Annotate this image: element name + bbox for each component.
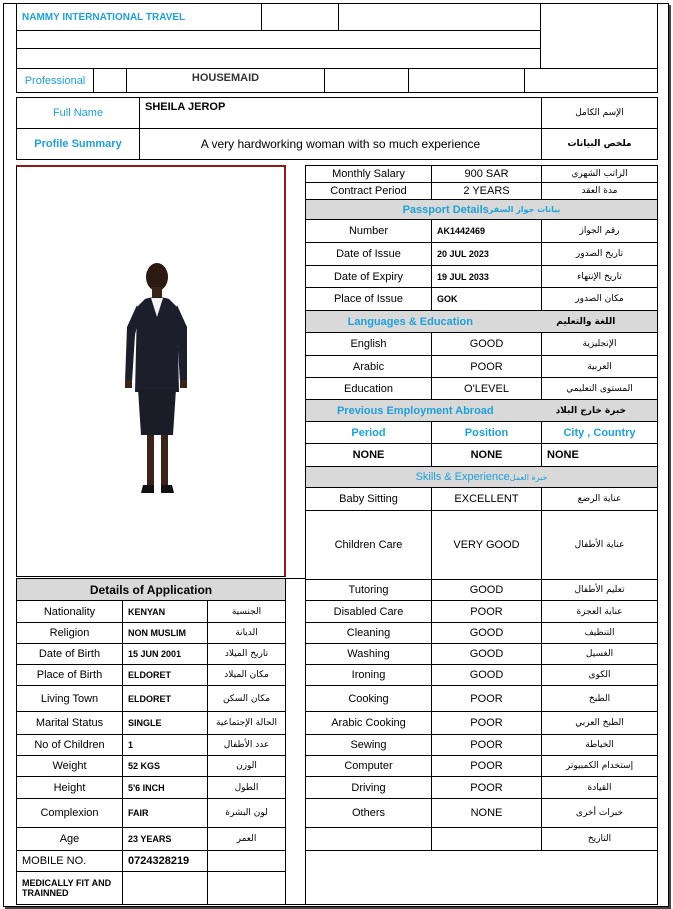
application-row-value: SINGLE [122, 711, 208, 735]
languages-section-header [305, 310, 658, 333]
skill-row-arabic: الغسيل [541, 643, 658, 665]
application-row-label: Age [16, 827, 123, 851]
skill-row-label: Tutoring [305, 579, 432, 601]
full-name-value: SHEILA JEROP [139, 97, 542, 129]
mobile-blank [207, 850, 286, 872]
languages-title-arabic: اللغة والتعليم [556, 316, 616, 327]
language-row-arabic: المستوى التعليمي [541, 377, 658, 400]
skill-row-arabic: الخياطة [541, 734, 658, 756]
employment-header-city-country: City , Country [541, 421, 658, 444]
skills-extra-arabic: التاريخ [541, 827, 658, 851]
mobile-value: 0724328219 [122, 850, 208, 872]
header-blank-cell [408, 68, 525, 93]
passport-row-arabic: تاريخ الصدور [541, 242, 658, 266]
mobile-label: MOBILE NO. [16, 850, 123, 872]
contract-period-label: Contract Period [305, 182, 432, 200]
skill-row-label: Children Care [305, 510, 432, 580]
application-row-label: Weight [16, 755, 123, 777]
skill-row-arabic: تعليم الأطفال [541, 579, 658, 601]
skill-row-arabic: عناية الأطفال [541, 510, 658, 580]
skill-row-label: Arabic Cooking [305, 711, 432, 735]
application-row-value: KENYAN [122, 600, 208, 623]
monthly-salary-label: Monthly Salary [305, 165, 432, 183]
profile-summary-value: A very hardworking woman with so much experience [139, 128, 542, 160]
languages-title: Languages & Education [347, 315, 473, 328]
skill-row-value: POOR [431, 600, 542, 623]
skills-section-header [305, 466, 658, 488]
language-row-value: GOOD [431, 332, 542, 356]
monthly-salary-value: 900 SAR [431, 165, 542, 183]
application-row-arabic: الديانة [207, 622, 286, 644]
skill-row-arabic: خبرات أخرى [541, 798, 658, 828]
passport-row-value: AK1442469 [431, 219, 542, 243]
employment-title-arabic: خبرة خارج البلاد [555, 405, 627, 416]
application-row-arabic: الجنسية [207, 600, 286, 623]
profile-summary-label: Profile Summary [16, 128, 140, 160]
employment-value-position: NONE [431, 443, 542, 467]
passport-row-value: 19 JUL 2033 [431, 265, 542, 288]
skill-row-label: Sewing [305, 734, 432, 756]
language-row-value: O'LEVEL [431, 377, 542, 400]
application-row-label: Marital Status [16, 711, 123, 735]
employment-title: Previous Employment Abroad [336, 404, 494, 417]
application-row-arabic: الطول [207, 776, 286, 799]
header-blank-cell [524, 68, 658, 93]
medical-blank [122, 871, 208, 905]
application-row-value: 15 JUN 2001 [122, 643, 208, 665]
skill-row-arabic: عناية العجزة [541, 600, 658, 623]
language-row-arabic: العربية [541, 355, 658, 378]
gap-column [285, 578, 306, 905]
skill-row-value: GOOD [431, 579, 542, 601]
passport-row-label: Date of Issue [305, 242, 432, 266]
skill-row-value: EXCELLENT [431, 487, 542, 511]
application-row-value: ELDORET [122, 685, 208, 712]
skill-row-value: VERY GOOD [431, 510, 542, 580]
application-row-label: Complexion [16, 798, 123, 828]
language-row-label: Arabic [305, 355, 432, 378]
skill-row-value: POOR [431, 711, 542, 735]
skill-row-label: Cooking [305, 685, 432, 712]
application-row-arabic: مكان السكن [207, 685, 286, 712]
skill-row-label: Others [305, 798, 432, 828]
passport-section-header [305, 199, 658, 220]
contract-period-value: 2 YEARS [431, 182, 542, 200]
application-row-arabic: مكان الميلاد [207, 664, 286, 686]
skill-row-label: Baby Sitting [305, 487, 432, 511]
skill-row-label: Disabled Care [305, 600, 432, 623]
skill-row-label: Driving [305, 776, 432, 799]
application-row-value: 52 KGS [122, 755, 208, 777]
header-blank-cell [261, 3, 339, 31]
employment-section-header [305, 399, 658, 422]
application-row-arabic: تاريخ الميلاد [207, 643, 286, 665]
application-row-value: FAIR [122, 798, 208, 828]
passport-row-label: Place of Issue [305, 287, 432, 311]
person-photo [17, 167, 283, 575]
passport-row-arabic: تاريخ الإنتهاء [541, 265, 658, 288]
passport-row-value: 20 JUL 2023 [431, 242, 542, 266]
skill-row-value: GOOD [431, 622, 542, 644]
skill-row-label: Cleaning [305, 622, 432, 644]
medical-label: MEDICALLY FIT AND TRAINNED [16, 871, 123, 905]
passport-row-label: Number [305, 219, 432, 243]
skill-row-arabic: الكوى [541, 664, 658, 686]
agency-name: NAMMY INTERNATIONAL TRAVEL [16, 3, 262, 31]
language-row-arabic: الإنجليزية [541, 332, 658, 356]
application-row-arabic: عدد الأطفال [207, 734, 286, 756]
position-title: HOUSEMAID [126, 68, 325, 93]
skills-extra-blank [431, 827, 542, 851]
application-section-header: Details of Application [16, 578, 286, 601]
passport-title-arabic: بيانات جواز السفر [488, 205, 561, 214]
application-row-value: 1 [122, 734, 208, 756]
application-row-label: Nationality [16, 600, 123, 623]
application-row-arabic: لون البشرة [207, 798, 286, 828]
medical-blank [207, 871, 286, 905]
passport-title: Passport Details [402, 203, 489, 216]
header-blank-cell [93, 68, 127, 93]
employment-header-period: Period [305, 421, 432, 444]
skill-row-value: POOR [431, 755, 542, 777]
skill-row-value: POOR [431, 734, 542, 756]
skills-title-arabic: خبرة العمل [509, 472, 548, 482]
skills-extra-blank [305, 827, 432, 851]
skill-row-label: Ironing [305, 664, 432, 686]
application-row-label: No of Children [16, 734, 123, 756]
skill-row-value: POOR [431, 776, 542, 799]
employment-value-period: NONE [305, 443, 432, 467]
application-row-label: Living Town [16, 685, 123, 712]
application-row-label: Religion [16, 622, 123, 644]
skill-row-label: Washing [305, 643, 432, 665]
profile-summary-arabic: ملخص البيانات [541, 128, 658, 160]
skill-row-arabic: التنظيف [541, 622, 658, 644]
application-row-value: 23 YEARS [122, 827, 208, 851]
professional-label: Professional [16, 68, 94, 93]
header-blank-cell [324, 68, 409, 93]
application-row-arabic: العمر [207, 827, 286, 851]
application-row-arabic: الحالة الإجتماعية [207, 711, 286, 735]
full-name-label: Full Name [16, 97, 140, 129]
skills-title: Skills & Experience [415, 471, 510, 483]
contract-period-arabic: مدة العقد [541, 182, 658, 200]
application-row-label: Height [16, 776, 123, 799]
application-row-arabic: الوزن [207, 755, 286, 777]
application-row-value: 5'6 INCH [122, 776, 208, 799]
language-row-label: Education [305, 377, 432, 400]
monthly-salary-arabic: الراتب الشهري [541, 165, 658, 183]
application-row-value: NON MUSLIM [122, 622, 208, 644]
language-row-label: English [305, 332, 432, 356]
skill-row-arabic: الطبخ العربي [541, 711, 658, 735]
employment-header-position: Position [431, 421, 542, 444]
skill-row-value: POOR [431, 685, 542, 712]
application-row-label: Date of Birth [16, 643, 123, 665]
photo-frame [16, 165, 286, 577]
skill-row-label: Computer [305, 755, 432, 777]
passport-row-label: Date of Expiry [305, 265, 432, 288]
application-row-value: ELDORET [122, 664, 208, 686]
skill-row-value: NONE [431, 798, 542, 828]
header-blank-cell [540, 3, 658, 69]
skill-row-arabic: عناية الرضع [541, 487, 658, 511]
skill-row-arabic: إستخدام الكمبيوتر [541, 755, 658, 777]
language-row-value: POOR [431, 355, 542, 378]
skill-row-value: GOOD [431, 664, 542, 686]
skill-row-arabic: الطبخ [541, 685, 658, 712]
passport-row-arabic: مكان الصدور [541, 287, 658, 311]
full-name-arabic: الإسم الكامل [541, 97, 658, 129]
header-blank-row [16, 48, 541, 69]
employment-value-city-country: NONE [541, 443, 658, 467]
skills-extra-blank [305, 850, 658, 905]
header-blank-row [16, 30, 541, 49]
application-row-label: Place of Birth [16, 664, 123, 686]
skill-row-value: GOOD [431, 643, 542, 665]
skill-row-arabic: القيادة [541, 776, 658, 799]
passport-row-arabic: رقم الجواز [541, 219, 658, 243]
header-blank-cell [338, 3, 541, 31]
passport-row-value: GOK [431, 287, 542, 311]
